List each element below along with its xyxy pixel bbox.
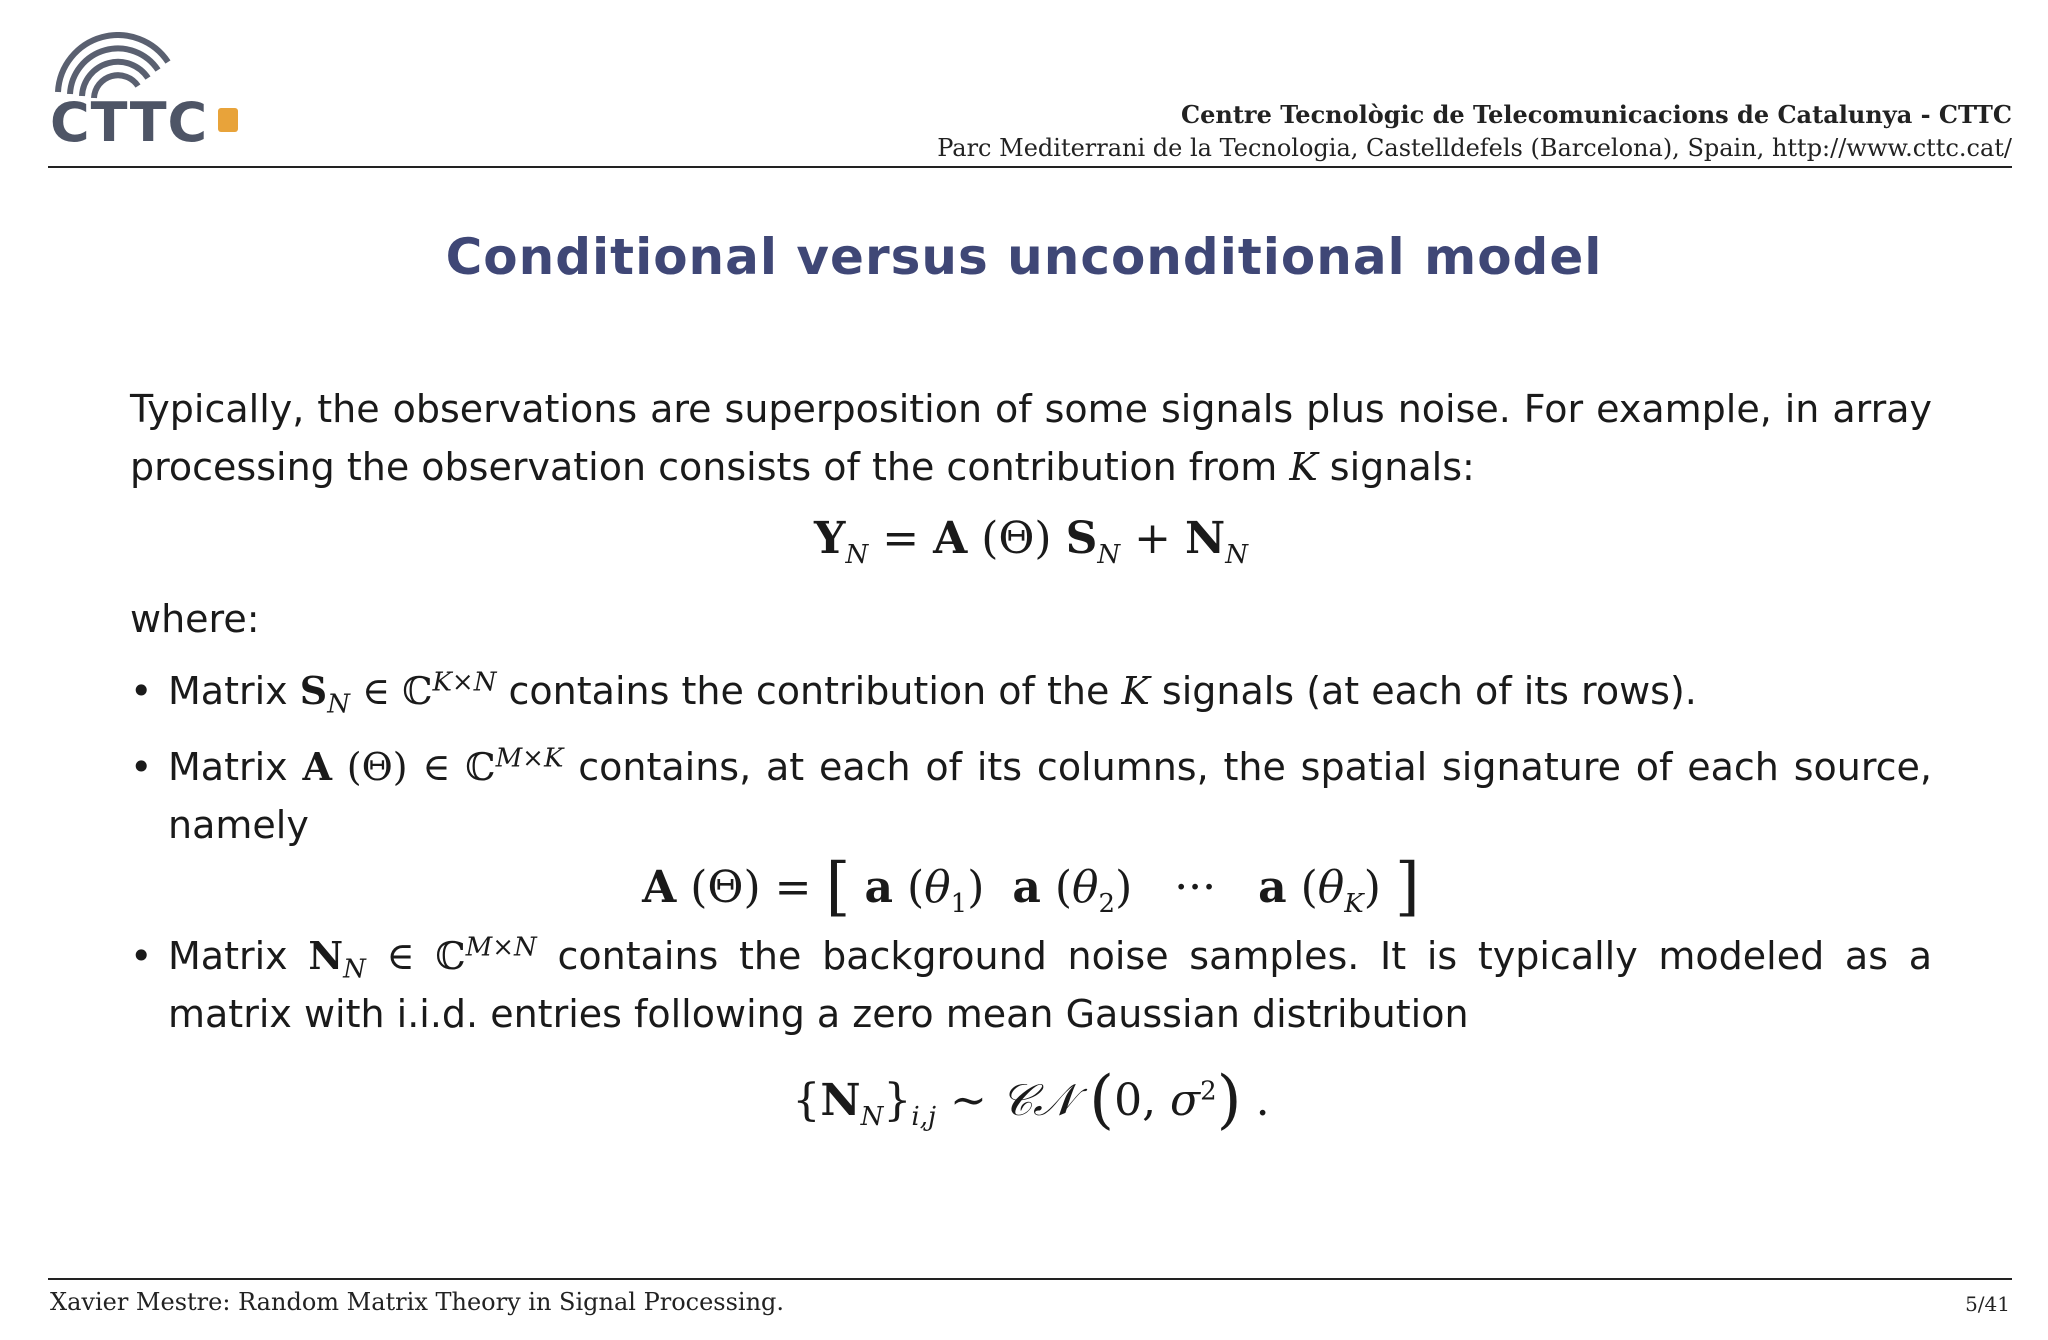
page-number: 5/41 — [1965, 1292, 2010, 1316]
org-address: Parc Mediterrani de la Tecnologia, Castelldefels (Barcelona), Spain, http://www.cttc.cat/ — [937, 134, 2012, 162]
footer-title: Xavier Mestre: Random Matrix Theory in Signal Processing. — [50, 1288, 785, 1316]
bullet1-pre: Matrix — [168, 669, 300, 713]
intro-paragraph — [130, 380, 1932, 496]
logo-text: CTTC — [50, 91, 209, 154]
intro-text-1: Typically, the observations are superposition of some signals plus noise. For example, in array processing the observation consists of the contribution from — [130, 387, 1932, 489]
bullet2-post: contains, at each of its columns, the spatial signature of each source, namely — [168, 745, 1932, 847]
intro-var-k: K — [1289, 445, 1318, 489]
equation-steering-matrix: A (Θ) = [ a $(\theta_1)$ a $(\theta_2)$ ··· a $(\theta_K)$ ] — [642, 850, 1420, 924]
bullet1-k: K — [1121, 669, 1150, 713]
bullet-icon: • — [130, 934, 153, 978]
where-label: where: — [130, 597, 260, 641]
slide-body — [130, 380, 1932, 1137]
bullet-item-2: • Matrix A (Θ) ∈ ℂ$^{M\times K}$ contains, at each of its columns, the spatial signature of each source, namely — [130, 738, 1932, 854]
bullet-item-3: • Matrix $N_N$ ∈ ℂ$^{M\times N}$ contains the background noise samples. It is typically modeled as a matrix with i.i.d. entries following a zero mean Gaussian distribution — [130, 927, 1932, 1043]
bullet1-post: contains the contribution of the — [496, 669, 1122, 713]
bullet1-end: signals (at each of its rows). — [1149, 669, 1697, 713]
footer-rule — [48, 1278, 2012, 1280]
slide-title: Conditional versus unconditional model — [445, 228, 1603, 286]
intro-text-2: signals: — [1317, 445, 1475, 489]
bullet3-pre: Matrix — [168, 934, 309, 978]
bullet-item-1: • Matrix $S_N$ ∈ ℂ$^{K\times N}$ contains the contribution of the K signals (at each of its rows). — [130, 662, 1932, 720]
org-name: Centre Tecnològic de Telecomunicacions de Catalunya - CTTC — [1181, 100, 2012, 129]
header-rule — [48, 166, 2012, 168]
equation-noise-distribution: $\{N_N\}_{i,j}$ ∼ 𝒞𝒩 (0, $\sigma^2$) . — [792, 1063, 1270, 1137]
logo-badge-icon — [218, 108, 238, 132]
header-org — [937, 98, 2012, 164]
bullet-icon: • — [130, 745, 153, 789]
equation-model: $Y_N = A$ (Θ) $S_N + N_N$ — [814, 513, 1248, 570]
bullet-icon: • — [130, 669, 153, 713]
bullet3-post: contains the background noise samples. It is typically modeled as a matrix with i.i.d. entries following a zero mean Gaussian distribution — [168, 934, 1932, 1036]
bullet2-pre: Matrix — [168, 745, 303, 789]
